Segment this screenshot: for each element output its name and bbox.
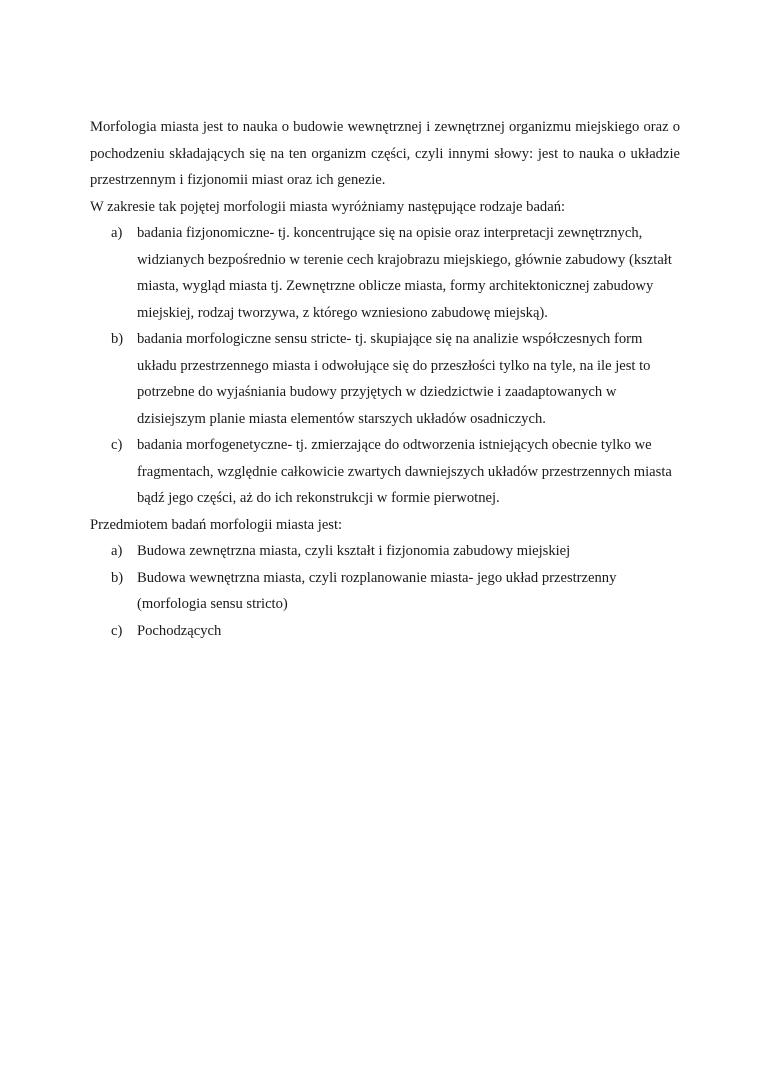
research-types-list xyxy=(90,220,680,512)
list-marker: a) xyxy=(111,225,123,241)
research-subject-list xyxy=(90,538,680,644)
list-marker: b) xyxy=(111,331,124,347)
list-item-text: Budowa zewnętrzna miasta, czyli kształt i fizjonomia zabudowy miejskiej xyxy=(137,543,571,559)
list-item xyxy=(90,432,680,512)
list-item xyxy=(90,326,680,432)
section2-heading: Przedmiotem badań morfologii miasta jest: xyxy=(90,516,343,533)
list-marker: c) xyxy=(111,622,123,639)
list-item xyxy=(90,220,680,326)
list-marker: c) xyxy=(111,437,123,453)
list-item-text: Budowa wewnętrzna miasta, czyli rozplanowanie miasta- jego układ przestrzenny (morfologia sensu stricto) xyxy=(137,569,617,612)
list-item-text: badania morfologiczne sensu stricte- tj. skupiające się na analizie współczesnych form układu przestrzennego miasta i odwołujące się do przeszłości tylko na tyle, na ile jest to potrzebne do wyjaśniania budowy przyjętych w dziedzictwie i zaadaptowanych w dzisiejszym planie miasta elementów starszych układów osadniczych. xyxy=(137,331,651,427)
document-body xyxy=(90,114,680,644)
list-item-text: Pochodzących xyxy=(137,622,222,639)
list-item xyxy=(90,538,680,565)
intro-paragraph: Morfologia miasta jest to nauka o budowie wewnętrznej i zewnętrznej organizmu miejskiego oraz o pochodzeniu składających się na ten organizm części, czyli innymi słowy: jest to nauka o układzie przestrzennym i fizjonomii miast oraz ich genezie. xyxy=(90,119,680,188)
section1-heading: W zakresie tak pojętej morfologii miasta wyróżniamy następujące rodzaje badań: xyxy=(90,198,566,215)
list-item-text: badania fizjonomiczne- tj. koncentrujące się na opisie oraz interpretacji zewnętrznych, widzianych bezpośrednio w terenie cech krajobrazu miejskiego, głównie zabudowy (kształt miasta, wygląd miasta tj. Zewnętrzne oblicze miasta, formy architektonicznej zabudowy miejskiej, rodzaj tworzywa, z którego wzniesiono zabudowę miejską). xyxy=(137,225,672,321)
list-item xyxy=(90,565,680,618)
list-item xyxy=(90,618,680,645)
list-marker: b) xyxy=(111,569,124,586)
list-item-text: badania morfogenetyczne- tj. zmierzające do odtworzenia istniejących obecnie tylko we fragmentach, względnie całkowicie zwartych dawniejszych układów przestrzennych miasta bądź jego części, aż do ich rekonstrukcji w formie pierwotnej. xyxy=(137,437,672,506)
list-marker: a) xyxy=(111,543,123,559)
